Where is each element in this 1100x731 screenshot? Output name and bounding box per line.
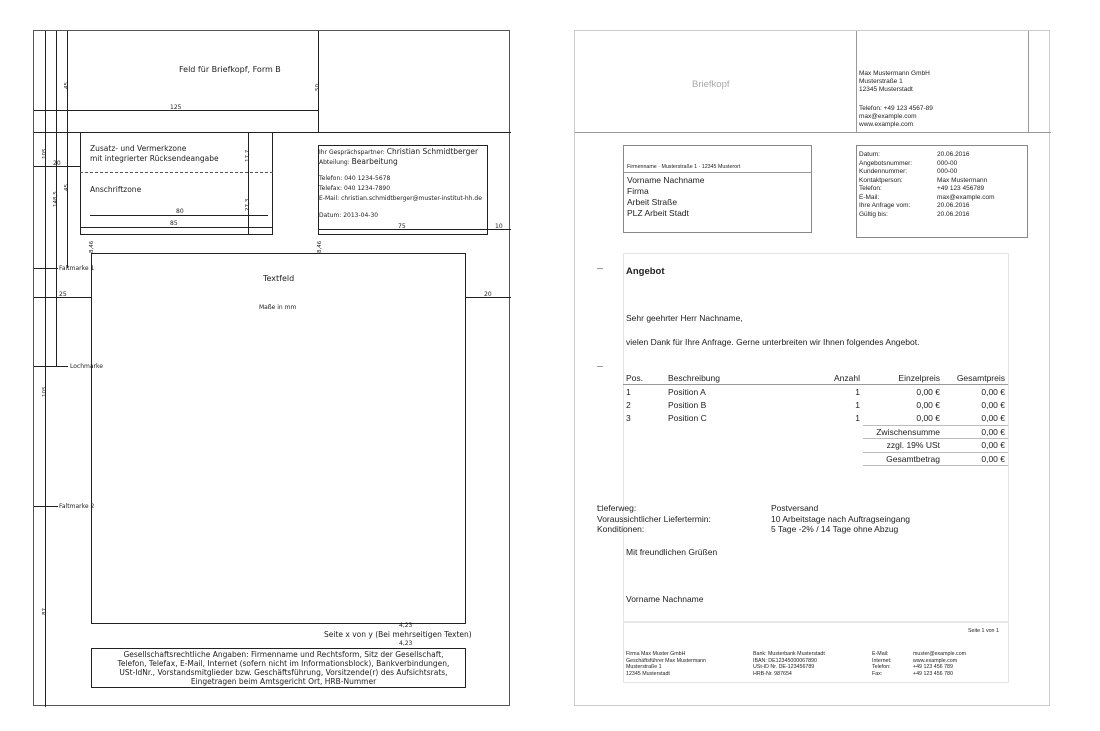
zusatz-zone-line1: Zusatz- und Vermerkzone	[90, 144, 187, 153]
spacer-cell	[795, 439, 863, 453]
col-header-total-price: Gesamtpreis	[956, 372, 1005, 383]
header-divider-left	[856, 31, 857, 132]
dim-10: 10	[495, 223, 503, 230]
spacer-cell	[665, 425, 795, 439]
info-value: Max Mustermann	[937, 176, 988, 184]
spacer-cell	[623, 425, 665, 439]
footer-separator	[623, 621, 1009, 623]
dim-85: 85	[170, 220, 178, 227]
company-name: Max Mustermann GmbH	[859, 70, 930, 77]
lochmarke-line	[34, 366, 68, 367]
dimensions-note: Maße in mm	[259, 304, 297, 311]
spacer-cell	[665, 452, 795, 466]
table-cell: 0,00 €	[981, 386, 1005, 397]
table-cell: 0,00 €	[916, 413, 940, 423]
company-web: www.example.com	[859, 121, 914, 128]
table-cell: Position A	[668, 386, 706, 397]
info-value: 000-00	[937, 159, 958, 167]
delivery-label: Lieferweg:	[597, 503, 637, 513]
footer-bank-line: IBAN: DE12345000067890	[753, 657, 817, 664]
briefkopf-label: Briefkopf	[692, 79, 730, 90]
table-cell: 1	[855, 413, 860, 424]
dim-846a: 8,46	[89, 240, 95, 253]
footer-line1: Gesellschaftsrechtliche Angaben: Firmenname und Rechtsform, Sitz der Gesellschaft,	[123, 650, 444, 659]
faltmarke1-line	[34, 268, 58, 269]
col-header-quantity: Anzahl	[834, 372, 860, 383]
table-cell: 0,00 €	[916, 386, 940, 397]
dim-20a: 20	[53, 160, 61, 167]
zusatz-zone-line2: mit integrierter Rücksendeangabe	[90, 154, 219, 163]
spacer-cell	[795, 425, 863, 439]
footer-contact-value: +49 123 456 789	[913, 664, 953, 670]
spacer-cell	[623, 439, 665, 453]
table-cell: Position B	[668, 399, 707, 410]
table-row	[623, 385, 1008, 399]
table-header-row	[623, 371, 1008, 385]
company-email: max@example.com	[859, 113, 917, 120]
sender-underline	[623, 172, 812, 173]
footer-contact-label: Fax:	[872, 670, 883, 677]
spacer-cell	[665, 439, 795, 453]
page-x-of-y: Seite x von y (Bei mehrseitigen Texten)	[324, 630, 472, 639]
footer-bank-line: USt-ID Nr. DE-123456789	[753, 664, 815, 670]
signature-name: Vorname Nachname	[626, 594, 704, 604]
dim-line-50	[318, 31, 319, 132]
table-cell: 1	[855, 399, 860, 410]
info-partner: Ihr Gesprächspartner: Christian Schmidtberger	[319, 147, 479, 156]
footer-bank-line: Bank: Musterbank Musterstadt	[753, 651, 825, 657]
info-label: E-Mail:	[859, 193, 880, 201]
anschrift-zone-label: Anschriftzone	[90, 185, 142, 194]
info-fax: Telefax: 040 1234-7890	[319, 185, 391, 192]
recipient-name: Vorname Nachname	[627, 175, 705, 185]
fold-mark-1	[597, 268, 603, 269]
info-value: 20.06.2016	[937, 210, 970, 218]
info-value: 20.06.2016	[937, 202, 970, 209]
col-header-description: Beschreibung	[668, 372, 720, 383]
dim-line-v1	[45, 31, 46, 707]
zone-divider	[80, 172, 273, 173]
company-street: Musterstraße 1	[859, 78, 903, 85]
closing: Mit freundlichen Grüßen	[626, 547, 718, 557]
header-field-label: Feld für Briefkopf, Form B	[179, 65, 281, 74]
offer-table	[623, 371, 1008, 466]
info-label: Kundennummer:	[859, 168, 908, 175]
faltmarke2-label: Faltmarke 2	[59, 503, 95, 510]
info-phone: Telefon: 040 1234-5678	[319, 175, 391, 182]
info-label: Angebotsnummer:	[859, 159, 913, 167]
dim-25: 25	[59, 291, 67, 298]
totals-value: 0,00 €	[943, 439, 1008, 453]
footer-company-line: Musterstraße 1	[626, 664, 662, 670]
info-email: E-Mail: christian.schmidtberger@muster-institut-hh.de	[319, 195, 482, 202]
footer-line4: Eingetragen beim Amtsgericht Ort, HRB-Nummer	[190, 677, 377, 686]
faltmarke1-label: Faltmarke 1	[59, 265, 95, 272]
dim-273: 27,3	[245, 198, 251, 211]
footer-company-line: Firma Max Muster GmbH	[626, 651, 686, 657]
info-value: +49 123 456789	[937, 185, 985, 192]
sender-line: Firmenname · Musterstraße 1 · 12345 Musterort	[627, 164, 741, 170]
footer-contact-label: Telefon:	[872, 664, 891, 670]
table-cell: 2	[626, 399, 631, 410]
recipient-company: Firma	[627, 186, 649, 196]
footer-contact-label: Internet:	[872, 657, 892, 664]
table-cell: 1	[855, 386, 860, 397]
info-value: 20.06.2016	[937, 151, 970, 158]
footer-contact-label: E-Mail:	[872, 651, 889, 657]
info-label: Datum:	[859, 151, 880, 158]
table-cell: 0,00 €	[916, 399, 940, 410]
table-cell: 0,00 €	[981, 413, 1005, 423]
text-field-label: Textfeld	[263, 274, 295, 283]
din-layout-page	[33, 30, 510, 706]
recipient-city: PLZ Arbeit Stadt	[627, 208, 689, 218]
dim-125: 125	[170, 104, 182, 111]
footer-contact-value: www.example.com	[913, 657, 958, 664]
table-cell: 3	[626, 413, 631, 424]
info-department: Abteilung: Bearbeitung	[319, 157, 398, 166]
info-value: max@example.com	[937, 193, 995, 201]
dim-105a: 105	[42, 148, 48, 159]
totals-value: 0,00 €	[943, 452, 1008, 466]
info-label: Kontaktperson:	[859, 176, 903, 184]
delivery-value: 5 Tage -2% / 14 Tage ohne Abzug	[771, 524, 899, 534]
page-number: Seite 1 von 1	[968, 628, 999, 634]
dim-45a: 45	[64, 82, 70, 89]
totals-value: 0,00 €	[943, 425, 1008, 439]
spacer-cell	[623, 452, 665, 466]
dim-line-85	[80, 227, 273, 228]
info-label: Ihre Anfrage vom:	[859, 202, 911, 209]
info-label: Gültig bis:	[859, 210, 888, 218]
col-header-pos: Pos.	[626, 372, 644, 383]
table-row	[623, 412, 1008, 426]
faltmarke2-line	[34, 506, 58, 507]
totals-label: Gesamtbetrag	[863, 452, 943, 466]
table-cell: 0,00 €	[981, 399, 1005, 410]
dim-105b: 105	[42, 386, 48, 397]
subject: Angebot	[626, 266, 665, 277]
lochmarke-label: Lochmarke	[70, 363, 103, 370]
delivery-label: Voraussichtlicher Liefertermin:	[597, 513, 711, 524]
dim-423a: 4,23	[399, 622, 413, 629]
recipient-street: Arbeit Straße	[627, 197, 678, 207]
header-divider-right	[1028, 31, 1029, 132]
address-window	[623, 145, 812, 233]
footer-company-line: 12345 Musterstadt	[626, 670, 670, 677]
footer-line3: USt-IdNr., Vorstandsmitglieder bzw. Geschäftsführung, Vorsitzende(r) des Aufsichtsrats,	[119, 668, 448, 677]
footer-bank-line: HRB-Nr. 987654	[753, 670, 792, 677]
footer-company-line: Geschäftsführer Max Mustermann	[626, 657, 707, 664]
delivery-label: Konditionen:	[597, 524, 645, 534]
table-row	[623, 398, 1008, 412]
dim-80: 80	[176, 208, 184, 215]
info-value: 000-00	[937, 168, 958, 175]
dim-75: 75	[398, 223, 406, 230]
dim-line-v3	[67, 31, 68, 268]
punch-mark	[597, 366, 603, 367]
dim-1485: 148,5	[53, 191, 59, 207]
table-cell: Position C	[668, 413, 707, 424]
dim-846b: 8,46	[317, 240, 323, 253]
salutation: Sehr geehrter Herr Nachname,	[626, 313, 743, 323]
col-header-unit-price: Einzelpreis	[898, 372, 940, 383]
delivery-value: 10 Arbeitstage nach Auftragseingang	[771, 513, 910, 524]
totals-row	[623, 439, 1008, 453]
info-label: Telefon:	[859, 185, 882, 192]
spacer-cell	[795, 452, 863, 466]
intro-text: vielen Dank für Ihre Anfrage. Gerne unterbreiten wir Ihnen folgendes Angebot.	[626, 337, 920, 347]
offer-letter-page	[574, 30, 1050, 706]
totals-row	[623, 452, 1008, 466]
delivery-value: Postversand	[771, 503, 819, 513]
info-date: Datum: 2013-04-30	[319, 212, 379, 219]
table-cell: 1	[626, 386, 631, 397]
dim-87: 87	[42, 608, 48, 615]
totals-label: zzgl. 19% USt	[863, 439, 943, 453]
company-phone: Telefon: +49 123 4567-89	[859, 105, 933, 112]
dim-20b: 20	[484, 291, 492, 298]
footer-line2: Telefon, Telefax, E-Mail, Internet (sofern nicht im Informationsblock), Bankverbindungen,	[117, 659, 450, 668]
header-bottom-line	[575, 132, 1051, 133]
totals-label: Zwischensumme	[863, 425, 943, 439]
dim-423b: 4,23	[399, 640, 413, 647]
dim-45b: 45	[64, 184, 70, 191]
footer-contact-value: muster@example.com	[913, 651, 967, 657]
totals-row	[623, 425, 1008, 439]
dim-50: 50	[315, 84, 321, 91]
footer-contact-value: +49 123 456 780	[913, 670, 953, 677]
dim-177: 17,7	[245, 149, 251, 162]
dim-line-80	[90, 215, 268, 216]
company-city: 12345 Musterstadt	[859, 86, 913, 93]
